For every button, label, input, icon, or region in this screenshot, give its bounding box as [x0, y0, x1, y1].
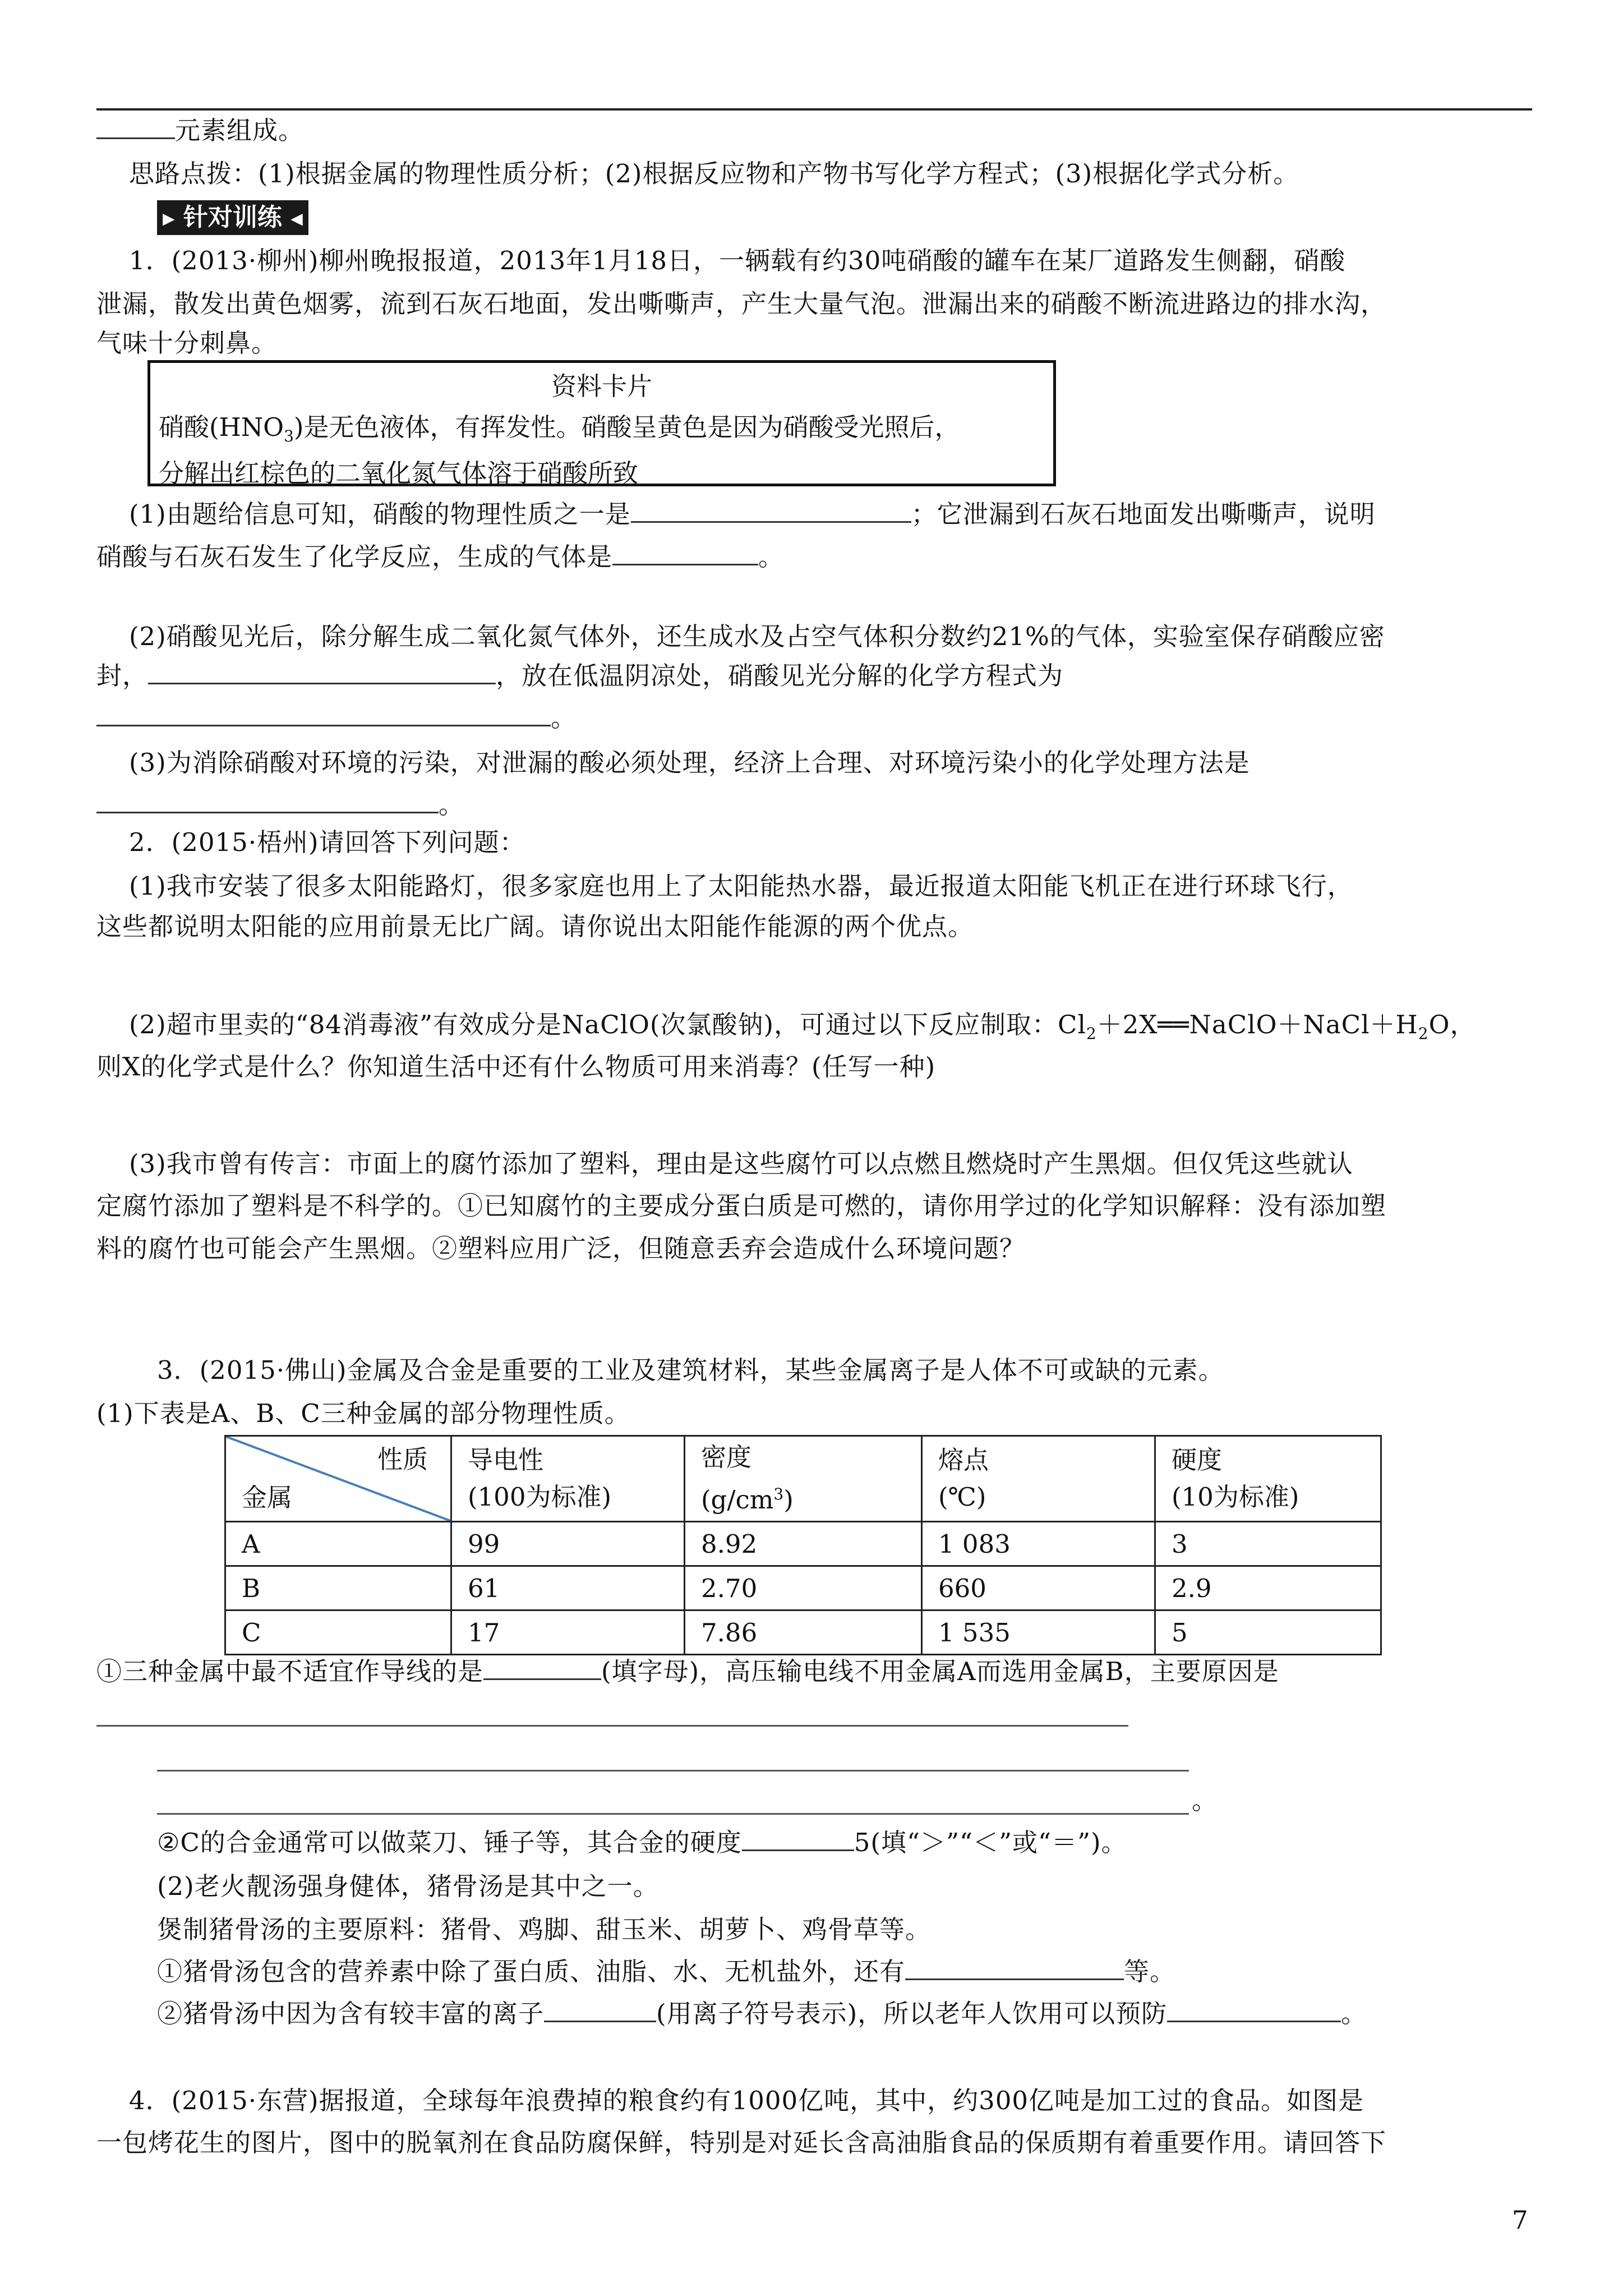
q3-head: 3．(2015·佛山)金属及合金是重要的工业及建筑材料，某些金属离子是人体不可或缺的元素。 [157, 1355, 1224, 1385]
info-card-line: 分解出红棕色的二氧化氮气体溶于硝酸所致 [159, 458, 639, 488]
page-number: 7 [1512, 2205, 1528, 2235]
q1-line3: 气味十分刺鼻。 [96, 328, 278, 358]
q1-part2-answer: 。 [96, 701, 577, 735]
answer-blank[interactable] [631, 500, 911, 523]
q3-part2-ions: ②猪骨汤中因为含有较丰富的离子 (用离子符号表示)，所以老年人饮用可以预防 。 [157, 1999, 1367, 2028]
q4-line1: 4．(2015·东营)据报道，全球每年浪费掉的粮食约有1000亿吨，其中，约300亿吨是加工过的食品。如图是 [129, 2086, 1364, 2115]
answer-blank[interactable] [96, 703, 551, 726]
column-header: 熔点 (℃) [922, 1436, 1155, 1522]
intro-line [96, 114, 304, 148]
table-cell: 660 [922, 1566, 1155, 1611]
corner-top-label: 性质 [377, 1444, 428, 1474]
column-header: 密度 $(g/cm^3)$ [685, 1436, 922, 1522]
table-header-row [225, 1436, 1381, 1522]
answer-line[interactable] [157, 1813, 1189, 1815]
q2-part3-cont: 料的腐竹也可能会产生黑烟。②塑料应用广泛，但随意丢弃会造成什么环境问题？ [96, 1234, 1026, 1263]
q1-part3: (3)为消除硝酸对环境的污染，对泄漏的酸必须处理，经济上合理、对环境污染小的化学处理方法是 [129, 748, 1250, 777]
column-header: 硬度 (10为标准) [1155, 1436, 1381, 1522]
q1-part2: (2)硝酸见光后，除分解生成二氧化氮气体外，还生成水及占空气体积分数约21%的气体，实验室保存硝酸应密 [129, 622, 1385, 651]
table-cell: 2.9 [1155, 1566, 1381, 1611]
answer-blank[interactable] [742, 1828, 854, 1851]
answer-line[interactable] [96, 1725, 1128, 1727]
table-cell: 1 083 [922, 1522, 1155, 1566]
info-card-line: 硝酸$(HNO_3)$是无色液体，有挥发性。硝酸呈黄色是因为硝酸受光照后， [159, 412, 960, 445]
table-cell: B [225, 1566, 451, 1611]
q2-head: 2．(2015·梧州)请回答下列问题： [129, 827, 525, 857]
q1-part3-answer: 。 [96, 788, 464, 822]
section-banner [157, 200, 308, 235]
q4-line2: 一包烤花生的图片，图中的脱氧剂在食品防腐保鲜，特别是对延长含高油脂食品的保质期有着重要作用。请回答下 [96, 2128, 1387, 2157]
answer-blank[interactable] [544, 1999, 656, 2022]
answer-blank[interactable] [483, 1657, 601, 1680]
hint-line: 思路点拨：(1)根据金属的物理性质分析；(2)根据反应物和产物书写化学方程式；(3)根据化学式分析。 [129, 159, 1299, 188]
info-card-title: 资料卡片 [551, 371, 652, 401]
table-cell: 3 [1155, 1522, 1381, 1566]
q3-part2: (2)老火靓汤强身健体，猪骨汤是其中之一。 [157, 1871, 659, 1901]
q1-line1: 1．(2013·柳州)柳州晚报报道，2013年1月18日，一辆载有约30吨硝酸的罐车在某厂道路发生侧翻，硝酸 [129, 246, 1346, 275]
q3-sub2: ②C的合金通常可以做菜刀、锤子等，其合金的硬度 5(填“＞”“＜”或“＝”)。 [157, 1828, 1127, 1857]
answer-line[interactable] [157, 1770, 1189, 1772]
q2-part1: (1)我市安装了很多太阳能路灯，很多家庭也用上了太阳能热水器，最近报道太阳能飞机正在进行环球飞行， [129, 871, 1353, 901]
q3-sub1: ①三种金属中最不适宜作导线的是 (填字母)，高压输电线不用金属A而选用金属B，主要原因是 [96, 1657, 1279, 1686]
answer-blank[interactable] [1167, 1999, 1341, 2022]
answer-blank[interactable] [96, 790, 439, 813]
table-cell: 2.70 [685, 1566, 922, 1611]
q1-line2: 泄漏，散发出黄色烟雾，流到石灰石地面，发出嘶嘶声，产生大量气泡。泄漏出来的硝酸不断流进路边的排水沟， [96, 289, 1387, 319]
corner-bottom-label: 金属 [242, 1483, 293, 1512]
arrow-right-icon: ▶ [163, 209, 175, 228]
info-card [147, 360, 1056, 486]
info-card-body [159, 409, 960, 492]
answer-blank[interactable] [148, 661, 496, 684]
table-cell: A [225, 1522, 451, 1566]
metal-properties-table [224, 1435, 1382, 1655]
q1-part1: (1)由题给信息可知，硝酸的物理性质之一是 ；它泄漏到石灰石地面发出嘶嘶声，说明 [129, 499, 1376, 529]
table-cell: C [225, 1611, 451, 1655]
table-row [225, 1522, 1381, 1566]
table-cell: 61 [451, 1566, 685, 1611]
q2-part3-cont: 定腐竹添加了塑料是不科学的。①已知腐竹的主要成分蛋白质是可燃的，请你用学过的化学知识解释：没有添加塑 [96, 1191, 1387, 1221]
q2-part2-cont: 则X的化学式是什么？你知道生活中还有什么物质可用来消毒？(任写一种) [96, 1052, 936, 1082]
corner-cell [225, 1436, 451, 1522]
intro-text: 元素组成。 [175, 116, 305, 145]
q3-part2-ingredients: 煲制猪骨汤的主要原料：猪骨、鸡脚、甜玉米、胡萝卜、鸡骨草等。 [157, 1915, 932, 1944]
table-cell: 1 535 [922, 1611, 1155, 1655]
q1-part1-cont: 硝酸与石灰石发生了化学反应，生成的气体是 。 [96, 542, 785, 572]
q3-sub1-end: 。 [1192, 1786, 1218, 1815]
arrow-left-icon: ◀ [291, 209, 303, 228]
column-header: 导电性 (100为标准) [451, 1436, 685, 1522]
answer-blank[interactable] [905, 1957, 1124, 1980]
q3-part2-nutrients: ①猪骨汤包含的营养素中除了蛋白质、油脂、水、无机盐外，还有 等。 [157, 1957, 1176, 1986]
table-cell: 5 [1155, 1611, 1381, 1655]
table-cell: 8.92 [685, 1522, 922, 1566]
q2-part3: (3)我市曾有传言：市面上的腐竹添加了塑料，理由是这些腐竹可以点燃且燃烧时产生黑烟。但仅凭这些就认 [129, 1149, 1353, 1179]
table-cell: 99 [451, 1522, 685, 1566]
q3-part1: (1)下表是A、B、C三种金属的部分物理性质。 [96, 1398, 630, 1428]
q2-part1-cont: 这些都说明太阳能的应用前景无比广阔。请你说出太阳能作能源的两个优点。 [96, 912, 974, 941]
q1-part2-cont: 封， ，放在低温阴凉处，硝酸见光分解的化学方程式为 [96, 661, 1064, 691]
table-cell: 7.86 [685, 1611, 922, 1655]
answer-blank[interactable] [612, 542, 758, 565]
table-cell: 17 [451, 1611, 685, 1655]
table-row [225, 1566, 1381, 1611]
header-rule [96, 108, 1532, 111]
answer-blank[interactable] [96, 116, 175, 139]
table-row [225, 1611, 1381, 1655]
banner-label: 针对训练 [183, 203, 282, 232]
q2-part2: (2)超市里卖的“84消毒液”有效成分是NaClO(次氯酸钠)，可通过以下反应制取：$Cl_2+2X══NaClO+NaCl+H_2O$， [129, 1010, 1476, 1043]
